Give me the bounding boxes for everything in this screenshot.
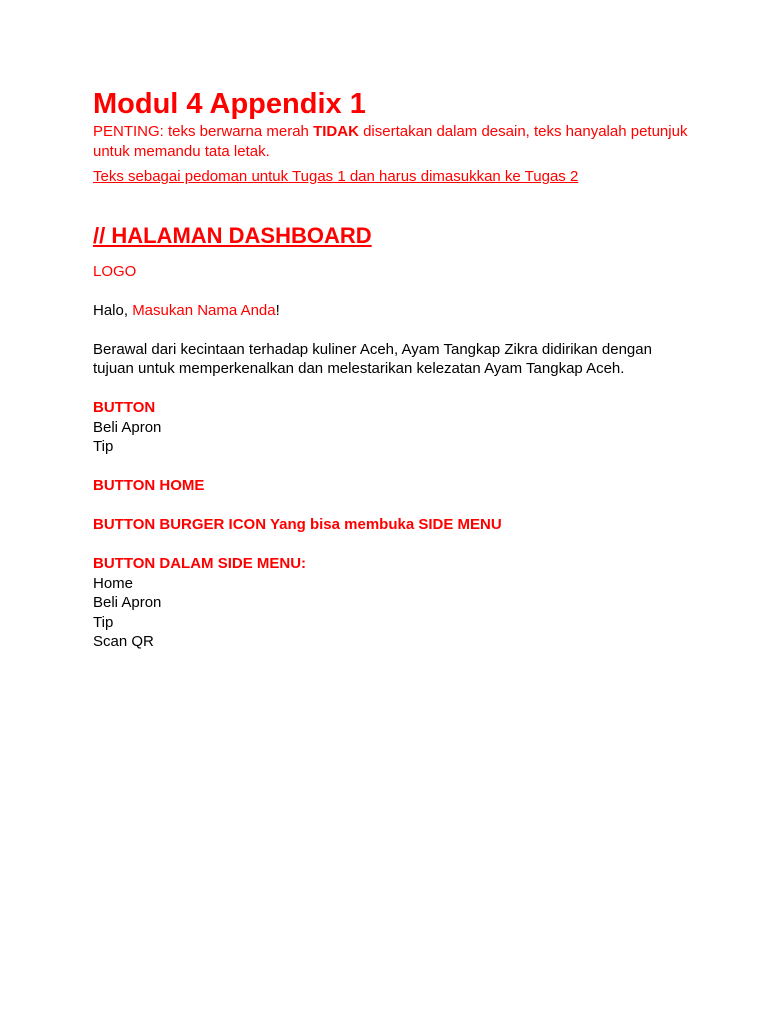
notice-emphasis: TIDAK <box>313 123 359 140</box>
notice-suffix: disertakan dalam desain, teks hanyalah petunjuk untuk memandu tata letak. <box>93 123 688 160</box>
greeting-prefix: Halo, <box>93 301 133 319</box>
side-menu-item-beli-apron: Beli Apron <box>93 594 162 611</box>
spacer <box>93 457 693 477</box>
notice-prefix: PENTING: teks berwarna merah <box>93 123 314 140</box>
button-item-beli-apron: Beli Apron <box>93 418 162 436</box>
button-section-label: BUTTON <box>93 399 156 416</box>
burger-icon-label: BUTTON BURGER ICON Yang bisa membuka SIDE MENU <box>93 516 502 533</box>
side-menu-item-tip: Tip <box>93 613 114 631</box>
intro-paragraph: Berawal dari kecintaan terhadap kuliner Aceh, Ayam Tangkap Zikra didirikan dengan tujuan untuk memperkenalkan dan melestarikan kelezatan Ayam Tangkap Aceh. <box>93 340 652 377</box>
document-page <box>93 86 693 652</box>
greeting-name-placeholder: Masukan Nama Anda <box>132 301 276 319</box>
side-menu-item-home: Home <box>93 574 134 592</box>
greeting-suffix: ! <box>275 301 280 319</box>
section-heading: // HALAMAN DASHBOARD <box>93 222 372 248</box>
notice-text <box>93 122 693 161</box>
side-menu-section-label: BUTTON DALAM SIDE MENU: <box>93 555 307 572</box>
button-item-tip: Tip <box>93 438 114 455</box>
guide-link[interactable]: Teks sebagai pedoman untuk Tugas 1 dan harus dimasukkan ke Tugas 2 <box>93 168 579 185</box>
spacer <box>93 187 693 222</box>
side-menu-item-scan-qr: Scan QR <box>93 633 154 650</box>
document-title: Modul 4 Appendix 1 <box>93 88 366 120</box>
spacer <box>93 320 693 340</box>
spacer <box>93 281 693 301</box>
spacer <box>93 379 693 399</box>
spacer <box>93 535 693 555</box>
spacer <box>93 496 693 516</box>
button-home-label: BUTTON HOME <box>93 477 205 494</box>
logo-label: LOGO <box>93 262 137 280</box>
greeting-line <box>93 301 693 321</box>
spacer <box>93 250 693 262</box>
